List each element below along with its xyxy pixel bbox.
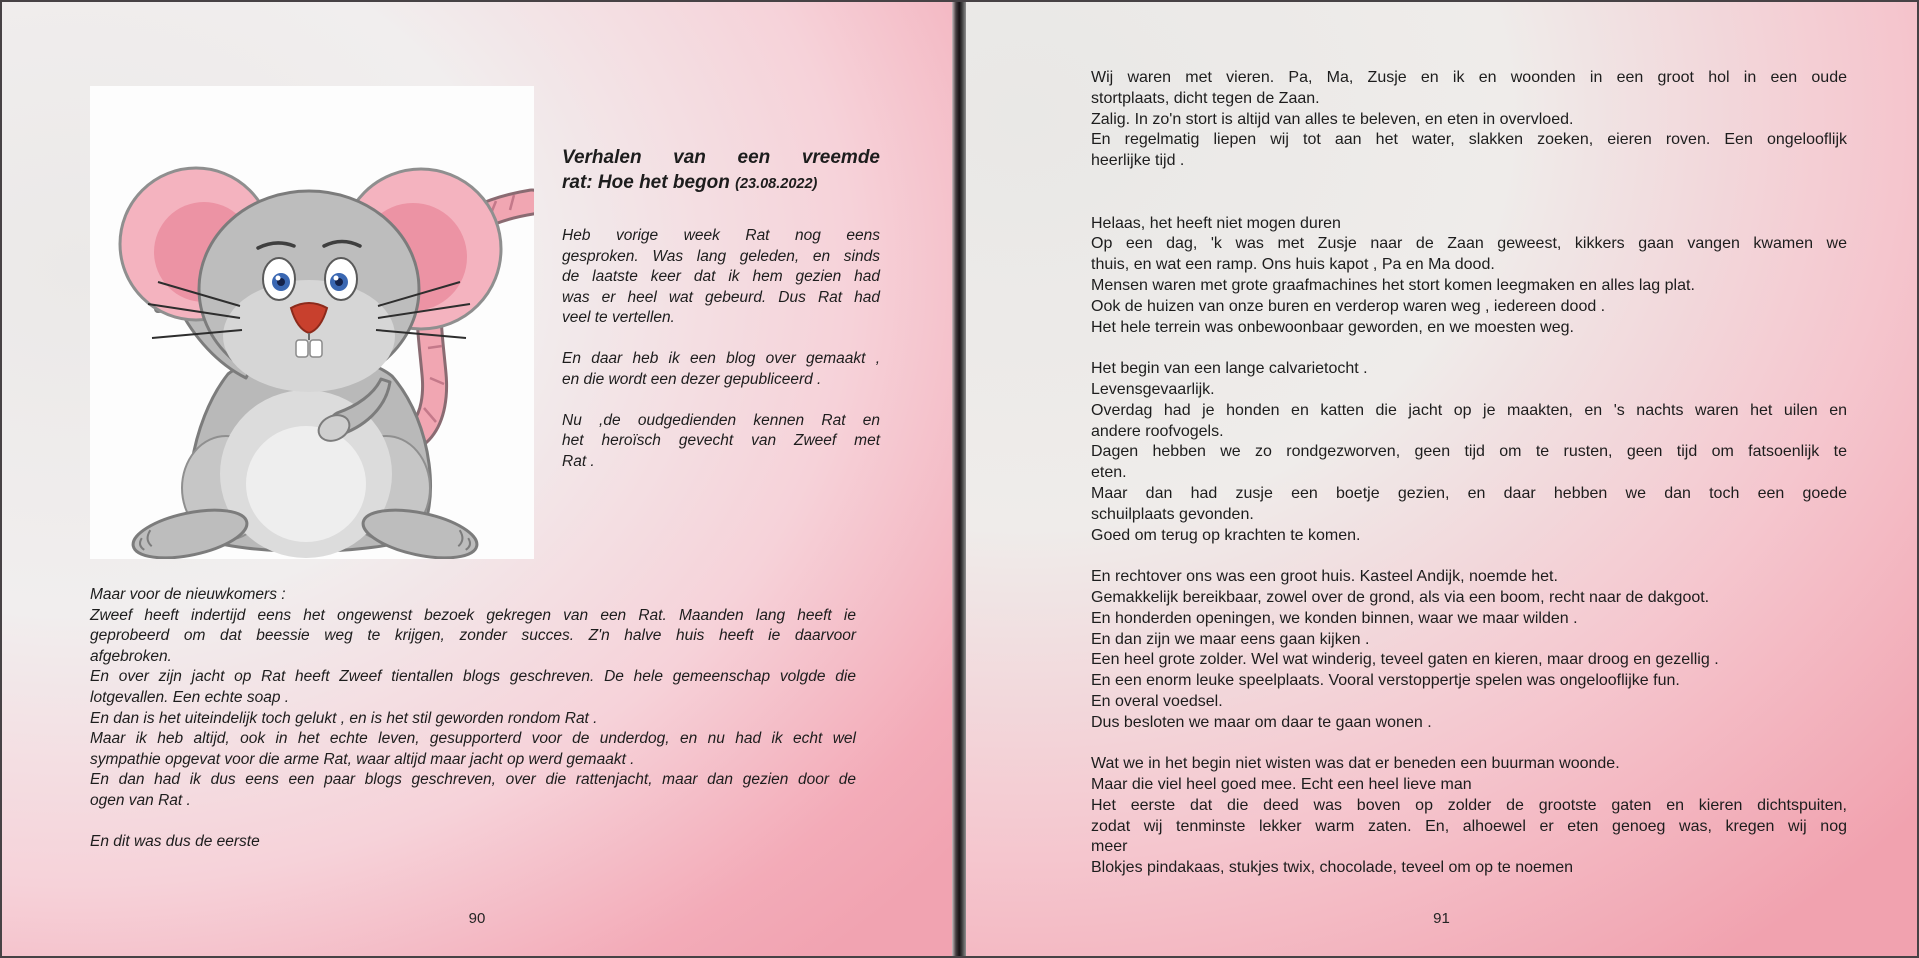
paragraph [1091, 588, 1847, 609]
rat-illustration-box [90, 86, 534, 559]
text-line: Dus besloten we maar om daar te gaan wonen . [1091, 713, 1432, 731]
text-line: ogen van Rat . [90, 791, 191, 809]
text-line: En dan zijn we maar eens gaan kijken . [1091, 630, 1370, 648]
paragraph [1091, 546, 1847, 567]
paragraph [1091, 858, 1847, 879]
paragraph [1091, 526, 1847, 547]
text-line: Ook de huizen van onze buren en verderop waren weg , iedereen dood . [1091, 297, 1606, 315]
text-line: En honderden openingen, we konden binnen, waar we maar wilden . [1091, 609, 1578, 627]
paragraph [1091, 609, 1847, 630]
text-line: En dan is het uiteindelijk toch gelukt , en is het stil geworden rondom Rat . [90, 709, 598, 727]
text-line: Dagen hebben we zo rondgezworven, geen tijd om te rusten, geen tijd om fatsoenlijk te [1091, 443, 1847, 461]
text-line: Overdag had je honden en katten die jacht op je maakten, en 's nachts waren het uilen en [1091, 401, 1847, 419]
text-line: sympathie opgevat voor die arme Rat, waar altijd maar jacht op werd gemaakt . [90, 750, 635, 768]
text-line: en die wordt een dezer gepubliceerd . [562, 370, 822, 388]
paragraph [1091, 359, 1847, 380]
text-line: Heb vorige week Rat nog eens [562, 227, 880, 244]
text-line: schuilplaats gevonden. [1091, 505, 1254, 523]
paragraph [1091, 276, 1847, 297]
text-line: afgebroken. [90, 647, 172, 665]
text-line: Maar voor de nieuwkomers : [90, 586, 286, 603]
paragraph [562, 349, 880, 390]
paragraph [1091, 380, 1847, 401]
paragraph [1091, 318, 1847, 339]
paragraph [1091, 754, 1847, 775]
text-line: geprobeerd om dat beessie weg te krijgen, zonder succes. Z'n halve huis heeft ie daarvoor [90, 627, 856, 645]
paragraph [90, 770, 856, 811]
text-line: heerlijke tijd . [1091, 152, 1185, 170]
text-line: Maar ik heb altijd, ook in het echte leven, gesupporterd voor de underdog, en nu had ik echt wel [90, 730, 856, 748]
paragraph [90, 832, 856, 853]
text-line: Goed om terug op krachten te komen. [1091, 526, 1361, 544]
paragraph [1091, 630, 1847, 651]
text-line: Helaas, het heeft niet mogen duren [1091, 214, 1341, 232]
text-line: Op een dag, 'k was met Zusje naar de Zaan geweest, kikkers gaan vangen kwamen we [1091, 235, 1847, 253]
text-line: gesproken. Was lang geleden, en sinds [562, 247, 880, 265]
paragraph [1091, 692, 1847, 713]
lower-text-block [90, 585, 856, 853]
paragraph [562, 390, 880, 411]
text-line: Het hele terrein was onbewoonbaar geworden, en we moesten weg. [1091, 318, 1574, 336]
book-spine [952, 2, 966, 956]
text-line: Maar dan had zusje een boetje gezien, en daar hebben we dan toch een goede [1091, 484, 1847, 502]
paragraph [90, 606, 856, 668]
paragraph [1091, 796, 1847, 858]
paragraph [90, 709, 856, 730]
text-line: Wij waren met vieren. Pa, Ma, Zusje en ik en woonden in een groot hol in een oude [1091, 69, 1847, 86]
text-line: Het begin van een lange calvarietocht . [1091, 360, 1368, 378]
text-line: En regelmatig liepen wij tot aan het water, slakken zoeken, eieren roven. Een ongelooflijk [1091, 131, 1847, 149]
text-line: Mensen waren met grote graafmachines het stort komen leegmaken en alles lag plat. [1091, 276, 1695, 294]
left-page [2, 2, 952, 956]
text-line: lotgevallen. Een echte soap . [90, 688, 290, 706]
paragraph [1091, 110, 1847, 131]
paragraph [1091, 193, 1847, 214]
paragraph [1091, 671, 1847, 692]
text-line: de laatste keer dat ik hem gezien had [562, 268, 880, 285]
paragraph [1091, 734, 1847, 755]
article-title-line2: rat: Hoe het begon (23.08.2022) [562, 172, 818, 193]
text-line: andere roofvogels. [1091, 422, 1224, 440]
paragraph [1091, 484, 1847, 526]
page-number-left: 90 [468, 910, 486, 927]
article-title [562, 145, 880, 197]
right-page [966, 2, 1917, 956]
paragraph [562, 411, 880, 473]
paragraph [1091, 68, 1847, 110]
page-number-right: 91 [1433, 910, 1450, 927]
text-line: En dit was dus de eerste [90, 833, 260, 851]
text-line: Het eerste dat die deed was boven op zolder de grootste gaten en kieren dichtspuiten, [1091, 796, 1847, 814]
text-line: veel te vertellen. [562, 309, 675, 326]
paragraph [1091, 214, 1847, 235]
article-date: (23.08.2022) [735, 176, 818, 192]
intro-column [562, 226, 880, 472]
paragraph [562, 226, 880, 329]
paragraph [1091, 713, 1847, 734]
paragraph [1091, 567, 1847, 588]
text-line: En een enorm leuke speelplaats. Vooral verstoppertje spelen was ongelooflijke fun. [1091, 672, 1680, 690]
paragraph [562, 329, 880, 350]
paragraph [1091, 297, 1847, 318]
paragraph [90, 812, 856, 833]
text-line: Zweef heeft indertijd eens het ongewenst bezoek gekregen van een Rat. Maanden lang heeft ie [90, 606, 856, 624]
right-text-block [1091, 68, 1847, 879]
text-line: Gemakkelijk bereikbaar, zowel over de grond, als via een boom, recht naar de dakgoot. [1091, 588, 1710, 606]
text-line: Wat we in het begin niet wisten was dat er beneden een buurman woonde. [1091, 755, 1620, 773]
text-line: eten. [1091, 464, 1127, 482]
paragraph [90, 729, 856, 770]
paragraph [1091, 401, 1847, 443]
paragraph [90, 585, 856, 606]
paragraph [1091, 234, 1847, 276]
text-line: Nu ,de oudgedienden kennen Rat en [562, 411, 880, 429]
text-line: Zalig. In zo'n stort is altijd van alles te beleven, en eten in overvloed. [1091, 110, 1574, 128]
text-line: En over zijn jacht op Rat heeft Zweef tientallen blogs geschreven. De hele gemeenschap volgde die [90, 668, 856, 686]
text-line: Levensgevaarlijk. [1091, 380, 1215, 398]
article-title-line1: Verhalen van een vreemde [562, 147, 880, 168]
paragraph [1091, 130, 1847, 172]
text-line: thuis, en wat een ramp. Ons huis kapot , Pa en Ma dood. [1091, 256, 1495, 274]
paragraph [1091, 338, 1847, 359]
text-line: het heroïsch gevecht van Zweef met [562, 432, 880, 449]
waving-cartoon-rat-icon [90, 86, 534, 559]
text-line: Maar die viel heel goed mee. Echt een heel lieve man [1091, 776, 1472, 794]
text-line: En overal voedsel. [1091, 692, 1223, 710]
text-line: Rat . [562, 452, 595, 470]
text-line: En rechtover ons was een groot huis. Kasteel Andijk, noemde het. [1091, 568, 1558, 586]
paragraph [1091, 172, 1847, 193]
paragraph [1091, 650, 1847, 671]
text-line: Blokjes pindakaas, stukjes twix, chocolade, teveel om op te noemen [1091, 859, 1574, 877]
text-line: zodat wij tenminste lekker warm zaten. En, alhoewel er eten genoeg was, kregen wij nog [1091, 817, 1847, 835]
paragraph [1091, 775, 1847, 796]
text-line: En dan had ik dus eens een paar blogs geschreven, over die rattenjacht, maar dan gezien door de [90, 771, 856, 789]
paragraph [1091, 442, 1847, 484]
text-line: was er heel wat gebeurd. Dus Rat had [562, 288, 880, 306]
paragraph [90, 667, 856, 708]
text-line: Een heel grote zolder. Wel wat winderig, teveel gaten en kieren, maar droog en gezellig . [1091, 651, 1719, 669]
text-line: stortplaats, dicht tegen de Zaan. [1091, 89, 1320, 107]
text-line: En daar heb ik een blog over gemaakt , [562, 350, 880, 367]
text-line: meer [1091, 838, 1128, 856]
